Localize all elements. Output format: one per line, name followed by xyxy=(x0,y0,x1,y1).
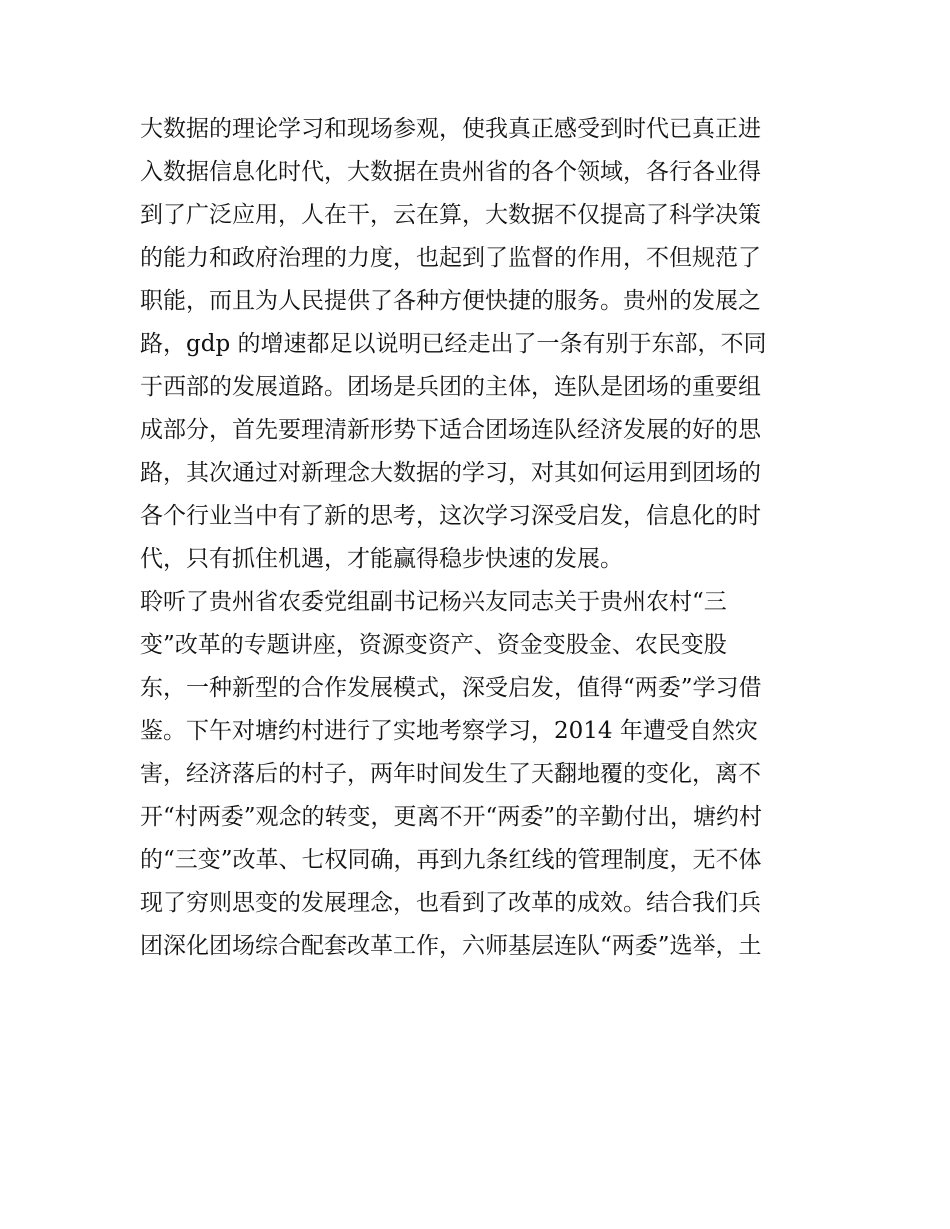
text-line: 开“村两委”观念的转变，更离不开“两委”的辛勤付出，塘约村 xyxy=(140,804,763,830)
text-line: 聆听了贵州省农委党组副书记杨兴友同志关于贵州农村“三 xyxy=(140,589,727,615)
text-line: 于西部的发展道路。团场是兵团的主体，连队是团场的重要组 xyxy=(140,374,761,400)
text-line: 变”改革的专题讲座，资源变资产、资金变股金、农民变股 xyxy=(140,632,727,658)
text-line: 鉴。下午对塘约村进行了实地考察学习，2014 年遭受自然灾 xyxy=(140,718,758,744)
text-line: 东，一种新型的合作发展模式，深受启发，值得“两委”学习借 xyxy=(140,675,762,701)
text-line: 大数据的理论学习和现场参观，使我真正感受到时代已真正进 xyxy=(140,116,761,142)
text-line: 入数据信息化时代，大数据在贵州省的各个领域，各行各业得 xyxy=(140,159,761,185)
text-line: 到了广泛应用，人在干，云在算，大数据不仅提高了科学决策 xyxy=(140,202,761,228)
text-line: 现了穷则思变的发展理念，也看到了改革的成效。结合我们兵 xyxy=(140,890,761,916)
text-line: 代，只有抓住机遇，才能赢得稳步快速的发展。 xyxy=(140,546,623,572)
text-line: 团深化团场综合配套改革工作，六师基层连队“两委”选举，土 xyxy=(140,933,762,959)
text-line: 路，gdp 的增速都足以说明已经走出了一条有别于东部，不同 xyxy=(140,331,767,357)
text-line: 的“三变”改革、七权同确，再到九条红线的管理制度，无不体 xyxy=(140,847,762,873)
text-line: 路，其次通过对新理念大数据的学习，对其如何运用到团场的 xyxy=(140,460,761,486)
text-line: 的能力和政府治理的力度，也起到了监督的作用，不但规范了 xyxy=(140,245,761,271)
text-line: 各个行业当中有了新的思考，这次学习深受启发，信息化的时 xyxy=(140,503,761,529)
text-line: 成部分，首先要理清新形势下适合团场连队经济发展的好的思 xyxy=(140,417,761,443)
text-line: 害，经济落后的村子，两年时间发生了天翻地覆的变化，离不 xyxy=(140,761,761,787)
text-line: 职能，而且为人民提供了各种方便快捷的服务。贵州的发展之 xyxy=(140,288,761,314)
body-text xyxy=(140,108,820,968)
